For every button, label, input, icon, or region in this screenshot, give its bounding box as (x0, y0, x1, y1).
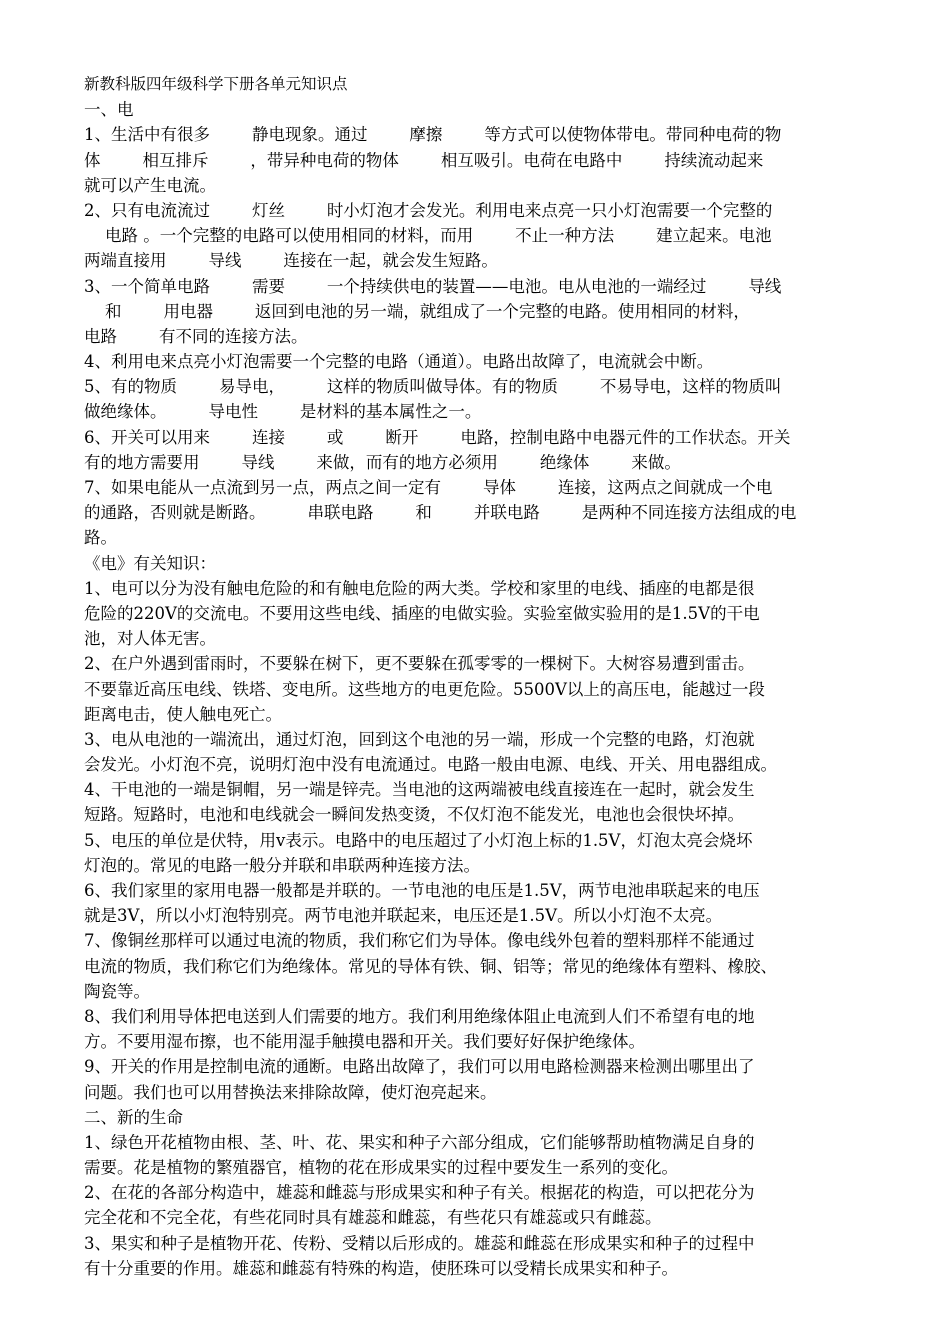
text-line: 9、开关的作用是控制电流的通断。电路出故障了，我们可以用电路检测器来检测出哪里出了 (84, 1057, 755, 1077)
text-line: 路。 (84, 528, 117, 548)
text-line: 完全花和不完全花，有些花同时具有雄蕊和雌蕊，有些花只有雄蕊或只有雌蕊。 (84, 1208, 662, 1228)
document-page (84, 72, 884, 1281)
text-line: 有的地方需要用 导线 来做，而有的地方必须用 绝缘体 来做。 (84, 452, 681, 472)
text-line: 的通路，否则就是断路。 串联电路 和 并联电路 是两种不同连接方法组成的电 (84, 503, 797, 523)
text-line: 2、只有电流流过 灯丝 时小灯泡才会发光。利用电来点亮一只小灯泡需要一个完整的 (84, 200, 773, 220)
text-line: 做绝缘体。 导电性 是材料的基本属性之一。 (84, 402, 482, 422)
text-line: 1、电可以分为没有触电危险的和有触电危险的两大类。学校和家里的电线、插座的电都是很 (84, 578, 755, 598)
text-line: 3、一个简单电路 需要 一个持续供电的装置——电池。电从电池的一端经过 导线 (84, 276, 782, 296)
text-line: 电路 有不同的连接方法。 (84, 326, 308, 346)
text-line: 电路 。一个完整的电路可以使用相同的材料，而用 不止一种方法 建立起来。电池 (84, 226, 772, 246)
text-line: 3、电从电池的一端流出，通过灯泡，回到这个电池的另一端，形成一个完整的电路，灯泡就 (84, 729, 755, 749)
document-body (84, 97, 884, 1281)
text-line: 7、像铜丝那样可以通过电流的物质，我们称它们为导体。像电线外包着的塑料那样不能通过 (84, 931, 755, 951)
text-line: 6、我们家里的家用电器一般都是并联的。一节电池的电压是1.5V，两节电池串联起来的电压 (84, 881, 760, 900)
text-line: 6、开关可以用来 连接 或 断开 电路，控制电路中电器元件的工作状态。开关 (84, 427, 791, 447)
text-line: 1、绿色开花植物由根、茎、叶、花、果实和种子六部分组成，它们能够帮助植物满足自身的 (84, 1132, 755, 1152)
text-line: 危险的220V的交流电。不要用这些电线、插座的电做实验。实验室做实验用的是1.5V的干电 (84, 603, 760, 623)
document-title: 新教科版四年级科学下册各单元知识点 (84, 75, 348, 93)
text-line: 5、电压的单位是伏特，用v表示。电路中的电压超过了小灯泡上标的1.5V，灯泡太亮会烧坏 (84, 830, 753, 850)
text-line: 二、新的生命 (84, 1107, 183, 1127)
text-line: 需要。花是植物的繁殖器官，植物的花在形成果实的过程中要发生一系列的变化。 (84, 1158, 678, 1178)
text-line: 体 相互排斥 ，带异种电荷的物体 相互吸引。电荷在电路中 持续流动起来 (84, 150, 764, 170)
text-line: 电流的物质，我们称它们为绝缘体。常见的导体有铁、铜、铝等；常见的绝缘体有塑料、橡胶、 (84, 956, 777, 976)
text-line: 就是3V，所以小灯泡特别亮。两节电池并联起来，电压还是1.5V。所以小灯泡不太亮。 (84, 906, 723, 926)
text-line: 两端直接用 导线 连接在一起，就会发生短路。 (84, 251, 498, 271)
text-line: 池，对人体无害。 (84, 629, 216, 649)
text-line: 陶瓷等。 (84, 981, 150, 1001)
text-line: 一、电 (84, 100, 134, 120)
text-line: 就可以产生电流。 (84, 175, 216, 195)
text-line: 短路。短路时，电池和电线就会一瞬间发热变烫，不仅灯泡不能发光，电池也会很快坏掉。 (84, 805, 744, 825)
text-line: 3、果实和种子是植物开花、传粉、受精以后形成的。雄蕊和雌蕊在形成果实和种子的过程中 (84, 1233, 755, 1253)
text-line: 2、在户外遇到雷雨时，不要躲在树下，更不要躲在孤零零的一棵树下。大树容易遭到雷击。 (84, 654, 755, 674)
text-line: 《电》有关知识： (84, 553, 216, 573)
text-line: 不要靠近高压电线、铁塔、变电所。这些地方的电更危险。5500V以上的高压电，能越过一段 (84, 679, 765, 699)
text-line: 有十分重要的作用。雄蕊和雌蕊有特殊的构造，使胚珠可以受精长成果实和种子。 (84, 1258, 678, 1278)
text-line: 5、有的物质 易导电， 这样的物质叫做导体。有的物质 不易导电，这样的物质叫 (84, 377, 782, 397)
text-line: 4、干电池的一端是铜帽，另一端是锌壳。当电池的这两端被电线直接连在一起时，就会发生 (84, 780, 755, 800)
text-line: 和 用电器 返回到电池的另一端，就组成了一个完整的电路。使用相同的材料， (84, 301, 750, 321)
text-line: 方。不要用湿布擦，也不能用湿手触摸电器和开关。我们要好好保护绝缘体。 (84, 1032, 645, 1052)
text-line: 问题。我们也可以用替换法来排除故障，使灯泡亮起来。 (84, 1082, 497, 1102)
text-line: 1、生活中有很多 静电现象。通过 摩擦 等方式可以使物体带电。带同种电荷的物 (84, 125, 782, 145)
text-line: 会发光。小灯泡不亮，说明灯泡中没有电流通过。电路一般由电源、电线、开关、用电器组成。 (84, 755, 777, 775)
text-line: 灯泡的。常见的电路一般分并联和串联两种连接方法。 (84, 855, 480, 875)
text-line: 4、利用电来点亮小灯泡需要一个完整的电路（通道）。电路出故障了，电流就会中断。 (84, 352, 714, 372)
text-line: 2、在花的各部分构造中，雄蕊和雌蕊与形成果实和种子有关。根据花的构造，可以把花分为 (84, 1183, 755, 1203)
text-line: 8、我们利用导体把电送到人们需要的地方。我们利用绝缘体阻止电流到人们不希望有电的地 (84, 1006, 755, 1026)
text-line: 距离电击，使人触电死亡。 (84, 704, 282, 724)
text-line: 7、如果电能从一点流到另一点，两点之间一定有 导体 连接，这两点之间就成一个电 (84, 478, 773, 497)
